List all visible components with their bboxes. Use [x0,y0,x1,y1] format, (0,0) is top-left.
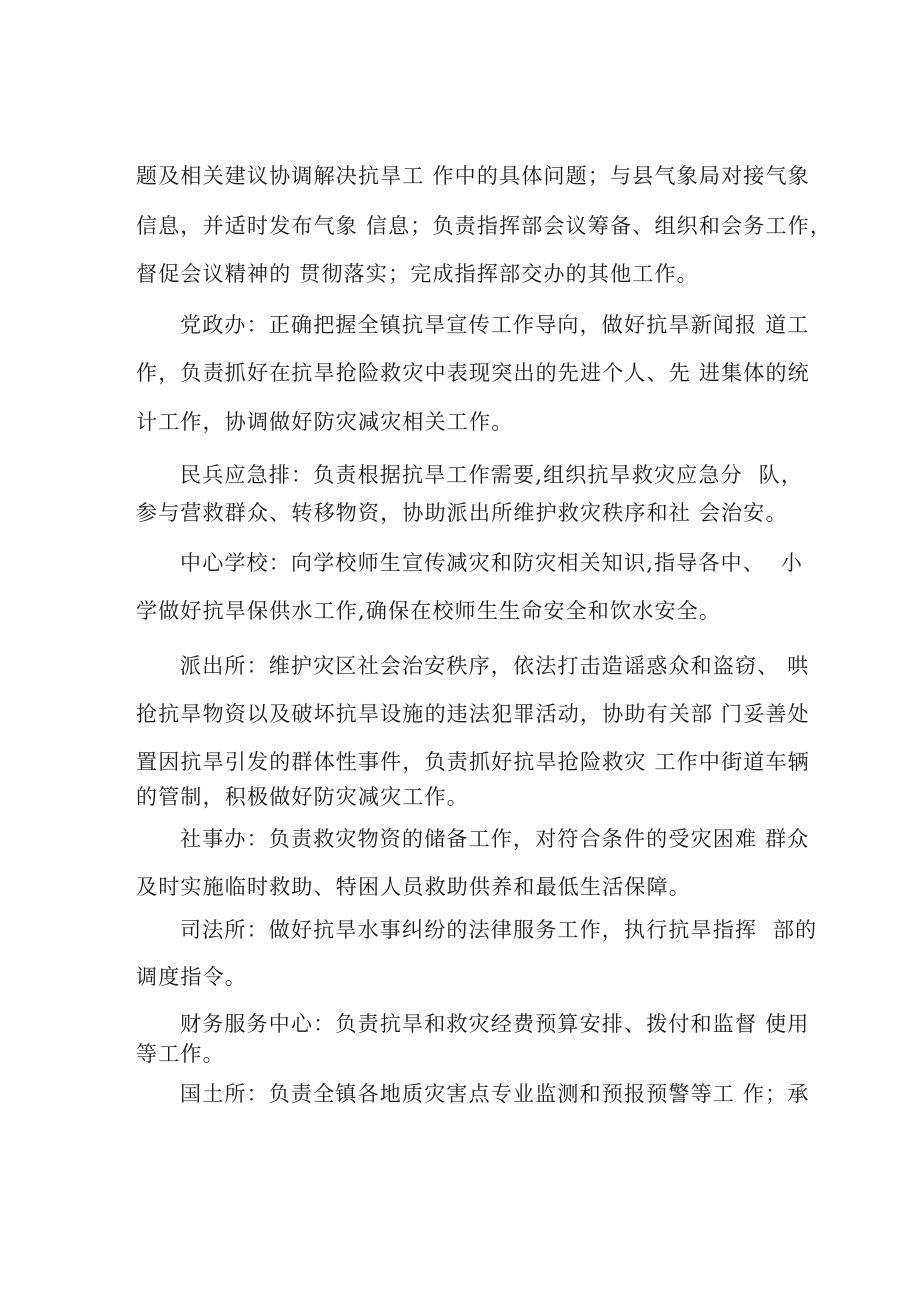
text-line: 作，负责抓好在抗旱抢险救灾中表现突出的先进个人、先 进集体的统 [136,361,810,385]
text-line: 学做好抗旱保供水工作,确保在校师生生命安全和饮水安全。 [136,599,722,623]
text-line: 参与营救群众、转移物资，协助派出所维护救灾秩序和社 会治安。 [136,501,788,525]
paragraph-school: 中心学校：向学校师生宣传减灾和防灾相关知识,指导各中、 小 [180,551,804,575]
text-line: 信息，并适时发布气象 信息；负责指挥部会议筹备、组织和会务工作， [136,214,833,238]
paragraph-police: 派出所：维护灾区社会治安秩序，依法打击造谣惑众和盗窃、 哄 [180,654,810,678]
paragraph-land: 国土所：负责全镇各地质灾害点专业监测和预报预警等工 作；承 [180,1082,810,1106]
text-line: 的管制，积极做好防灾减灾工作。 [136,785,469,809]
paragraph-judicial: 司法所：做好抗旱水事纠纷的法律服务工作，执行抗旱指挥 部的 [180,918,818,942]
text-line: 置因抗旱引发的群体性事件，负责抓好抗旱抢险救灾 工作中街道车辆 [136,750,810,774]
text-line: 抢抗旱物资以及破坏抗旱设施的违法犯罪活动，协助有关部 门妥善处 [136,702,810,726]
text-line: 调度指令。 [136,965,247,989]
text-line: 及时实施临时救助、特困人员救助供养和最低生活保障。 [136,875,691,899]
text-line: 题及相关建议协调解决抗旱工 作中的具体问题；与县气象局对接气象 [136,164,810,188]
paragraph-finance: 财务服务中心：负责抗旱和救灾经费预算安排、拨付和监督 使用 [180,1012,810,1036]
paragraph-militia: 民兵应急排：负责根据抗旱工作需要,组织抗旱救灾应急分 队， [180,463,804,487]
text-line: 督促会议精神的 贯彻落实；完成指挥部交办的其他工作。 [136,262,699,286]
paragraph-social-affairs: 社事办：负责救灾物资的储备工作，对符合条件的受灾困难 群众 [180,827,810,851]
text-line: 等工作。 [136,1042,225,1066]
paragraph-party-office: 党政办：正确把握全镇抗旱宣传工作导向，做好抗旱新闻报 道工 [180,313,810,337]
text-line: 计工作，协调做好防灾减灾相关工作。 [136,410,514,434]
